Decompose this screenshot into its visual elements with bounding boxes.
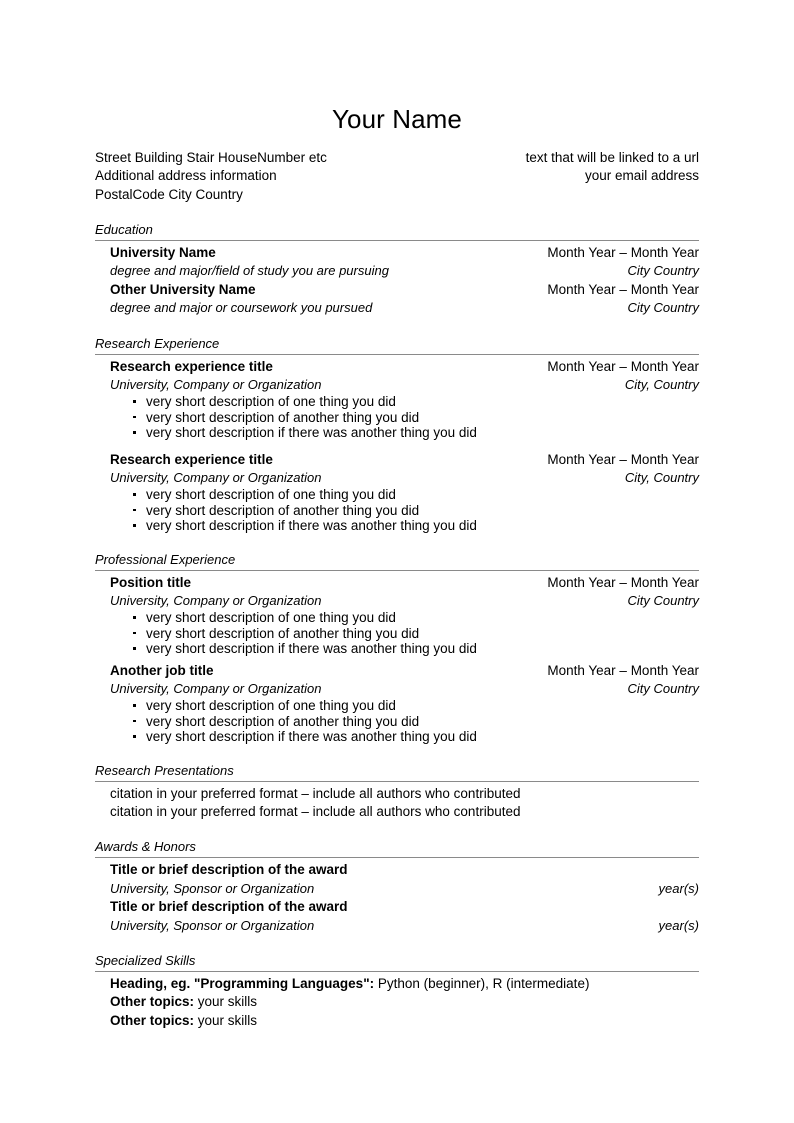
section-heading-research-presentations: Research Presentations — [95, 762, 234, 778]
bullet-item: very short description if there was another thing you did — [131, 729, 699, 744]
contact-header — [95, 149, 699, 204]
citation-item: citation in your preferred format – include all authors who contributed — [110, 785, 521, 801]
section-research-presentations — [95, 763, 699, 822]
contact-block — [526, 149, 699, 186]
entry-date: Month Year – Month Year — [547, 662, 699, 678]
entry-location: City Country — [627, 681, 699, 697]
job-entry — [110, 574, 699, 657]
section-body-research-experience — [95, 358, 699, 534]
education-entry — [110, 244, 699, 281]
award-org: University, Sponsor or Organization — [110, 880, 315, 896]
entry-bullet-list — [110, 610, 699, 656]
section-heading-specialized-skills: Specialized Skills — [95, 953, 196, 969]
bullet-item: very short description of another thing you did — [131, 503, 699, 518]
education-entry — [110, 281, 699, 318]
entry-title-row — [110, 244, 699, 262]
entry-org-row — [110, 469, 699, 487]
bullet-item: very short description of one thing you did — [131, 394, 699, 409]
section-divider — [95, 857, 699, 858]
section-heading-awards-honors: Awards & Honors — [95, 839, 196, 855]
entry-org-row — [110, 299, 699, 317]
entry-location: City, Country — [624, 469, 699, 485]
entry-title: Another job title — [110, 662, 214, 678]
award-entry — [110, 898, 699, 935]
section-heading-professional-experience: Professional Experience — [95, 551, 236, 567]
section-divider — [95, 971, 699, 972]
address-block — [95, 149, 327, 204]
section-divider — [95, 240, 699, 241]
section-body-education — [95, 244, 699, 318]
entry-bullet-list — [110, 698, 699, 744]
section-divider — [95, 570, 699, 571]
entry-org-row — [110, 917, 699, 935]
entry-title: Research experience title — [110, 358, 273, 374]
section-heading-education: Education — [95, 221, 153, 237]
skill-value: your skills — [194, 994, 258, 1010]
entry-spacer — [110, 441, 699, 451]
section-education — [95, 222, 699, 318]
entry-org: University, Company or Organization — [110, 681, 322, 697]
email-link[interactable]: your email address — [584, 168, 699, 184]
skill-item — [110, 1012, 699, 1030]
entry-location: City, Country — [624, 376, 699, 392]
section-research-experience — [95, 336, 699, 534]
entry-title: University Name — [110, 244, 216, 260]
bullet-item: very short description if there was another thing you did — [131, 425, 699, 440]
page-title: Your Name — [331, 104, 462, 134]
entry-org: University, Company or Organization — [110, 376, 322, 392]
award-years: year(s) — [658, 917, 699, 933]
award-entry — [110, 861, 699, 898]
entry-title-row — [110, 574, 699, 592]
skill-label: Other topics: — [110, 1012, 195, 1028]
bullet-item: very short description of another thing you did — [131, 410, 699, 425]
entry-title-row — [110, 861, 699, 879]
entry-date: Month Year – Month Year — [547, 281, 699, 297]
entry-bullet-list — [110, 487, 699, 533]
section-body-research-presentations — [95, 785, 699, 822]
entry-bullet-list — [110, 394, 699, 440]
entry-org: University, Company or Organization — [110, 592, 322, 608]
skill-value: your skills — [194, 1012, 258, 1028]
section-body-specialized-skills — [95, 975, 699, 1030]
entry-title: Other University Name — [110, 281, 256, 297]
award-org: University, Sponsor or Organization — [110, 917, 315, 933]
entry-org: degree and major or coursework you pursued — [110, 300, 373, 316]
entry-title: Position title — [110, 574, 191, 590]
skill-value: Python (beginner), R (intermediate) — [374, 976, 590, 992]
section-heading-research-experience: Research Experience — [95, 335, 220, 351]
bullet-item: very short description if there was another thing you did — [131, 518, 699, 533]
entry-date: Month Year – Month Year — [547, 574, 699, 590]
section-awards-honors — [95, 839, 699, 935]
entry-org-row — [110, 680, 699, 698]
section-specialized-skills — [95, 953, 699, 1030]
entry-location: City Country — [627, 592, 699, 608]
research-entry — [110, 358, 699, 441]
entry-location: City Country — [627, 300, 699, 316]
website-link[interactable]: text that will be linked to a url — [525, 150, 699, 165]
citation-item: citation in your preferred format – include all authors who contributed — [110, 804, 521, 820]
entry-org-row — [110, 262, 699, 280]
award-title: Title or brief description of the award — [110, 899, 348, 915]
section-body-professional-experience — [95, 574, 699, 745]
section-professional-experience — [95, 552, 699, 745]
entry-title-row — [110, 451, 699, 469]
skill-item — [110, 993, 699, 1011]
award-title: Title or brief description of the award — [110, 862, 348, 878]
entry-title-row — [110, 358, 699, 376]
award-years: year(s) — [658, 880, 699, 896]
entry-location: City Country — [627, 263, 699, 279]
bullet-item: very short description if there was another thing you did — [131, 641, 699, 656]
entry-org-row — [110, 376, 699, 394]
bullet-item: very short description of one thing you did — [131, 610, 699, 625]
entry-org-row — [110, 880, 699, 898]
section-divider — [95, 781, 699, 782]
address-line: Street Building Stair HouseNumber etc — [95, 150, 327, 165]
bullet-item: very short description of another thing you did — [131, 626, 699, 641]
entry-date: Month Year – Month Year — [547, 244, 699, 260]
entry-title-row — [110, 662, 699, 680]
section-divider — [95, 354, 699, 355]
research-entry — [110, 451, 699, 534]
entry-org-row — [110, 592, 699, 610]
entry-date: Month Year – Month Year — [547, 358, 699, 374]
bullet-item: very short description of one thing you did — [131, 698, 699, 713]
section-body-awards-honors — [95, 861, 699, 935]
bullet-item: very short description of another thing you did — [131, 714, 699, 729]
entry-title: Research experience title — [110, 451, 273, 467]
entry-title-row — [110, 898, 699, 916]
bullet-item: very short description of one thing you did — [131, 487, 699, 502]
entry-org: University, Company or Organization — [110, 469, 322, 485]
skill-item — [110, 975, 699, 993]
entry-date: Month Year – Month Year — [547, 451, 699, 467]
address-line: Additional address information — [95, 168, 277, 184]
resume-content — [95, 103, 699, 1030]
skill-label: Heading, eg. "Programming Languages": — [110, 976, 375, 992]
job-entry — [110, 662, 699, 745]
entry-org: degree and major/field of study you are pursuing — [110, 263, 389, 279]
entry-title-row — [110, 281, 699, 299]
address-line: PostalCode City Country — [95, 186, 243, 202]
skill-label: Other topics: — [110, 994, 195, 1010]
